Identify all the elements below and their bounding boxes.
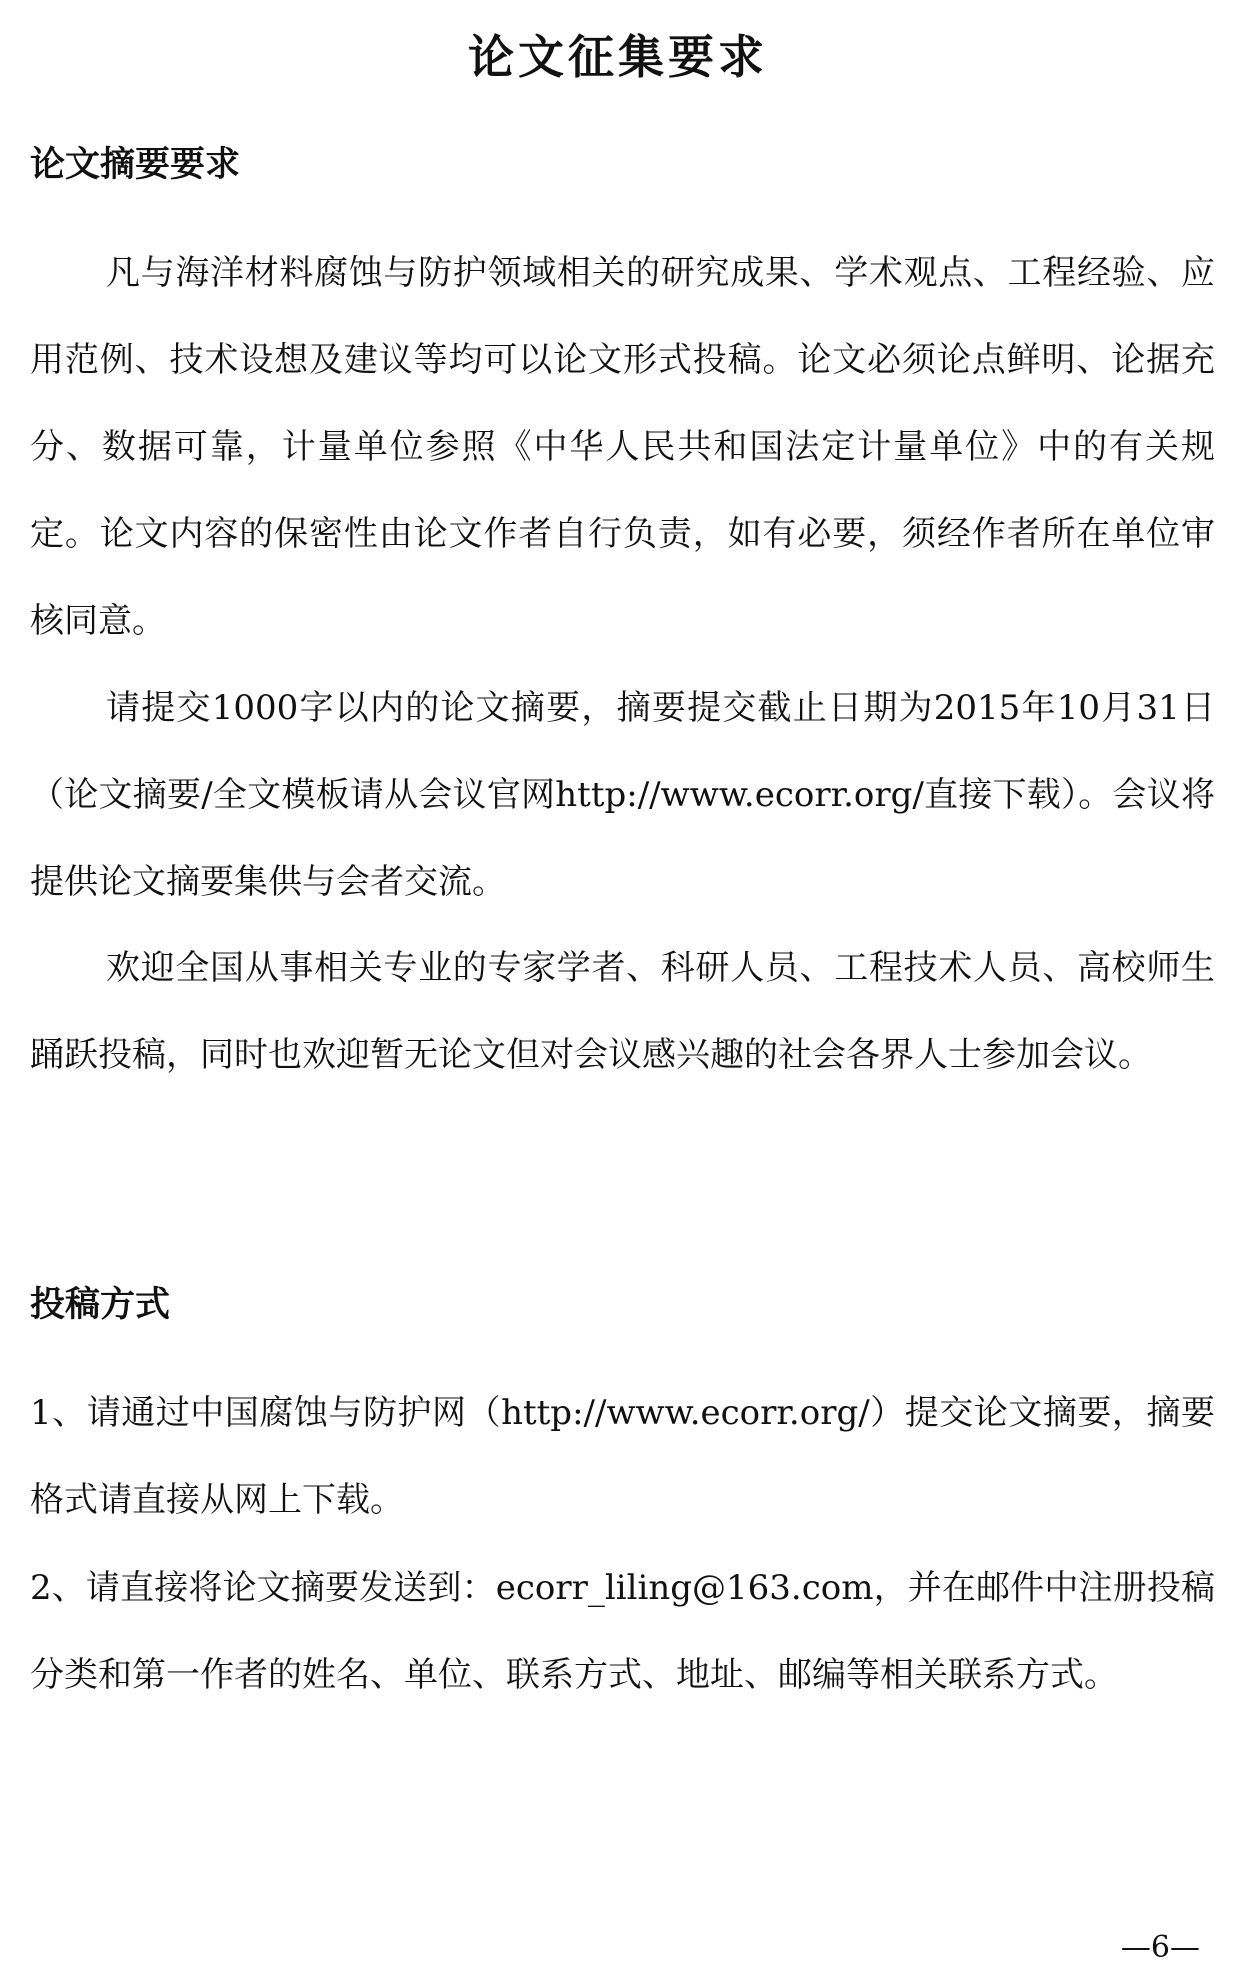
paragraph-scope: 凡与海洋材料腐蚀与防护领域相关的研究成果、学术观点、工程经验、应用范例、技术设想及建议等均可以论文形式投稿。论文必须论点鲜明、论据充分、数据可靠，计量单位参照《中华人民共和国法定计量单位》中的有关规定。论文内容的保密性由论文作者自行负责，如有必要，须经作者所在单位审核同意。	[30, 253, 1215, 641]
section-heading-abstract-requirements: 论文摘要要求	[30, 145, 241, 185]
page-number: —6—	[1120, 1930, 1200, 1965]
submission-item-email: 2、请直接将论文摘要发送到：ecorr_liling@163.com，并在邮件中注册投稿分类和第一作者的姓名、单位、联系方式、地址、邮编等相关联系方式。	[30, 1568, 1215, 1695]
section-heading-submission-method: 投稿方式	[30, 1285, 171, 1325]
paragraph-invitation: 欢迎全国从事相关专业的专家学者、科研人员、工程技术人员、高校师生踊跃投稿，同时也欢迎暂无论文但对会议感兴趣的社会各界人士参加会议。	[30, 948, 1215, 1075]
submission-item-website: 1、请通过中国腐蚀与防护网（http://www.ecorr.org/）提交论文摘要，摘要格式请直接从网上下载。	[30, 1393, 1215, 1520]
paragraph-deadline: 请提交1000字以内的论文摘要，摘要提交截止日期为2015年10月31日（论文摘要/全文模板请从会议官网http://www.ecorr.org/直接下载）。会议将提供论文摘要集供与会者交流。	[30, 688, 1215, 902]
page-title: 论文征集要求	[468, 30, 768, 84]
